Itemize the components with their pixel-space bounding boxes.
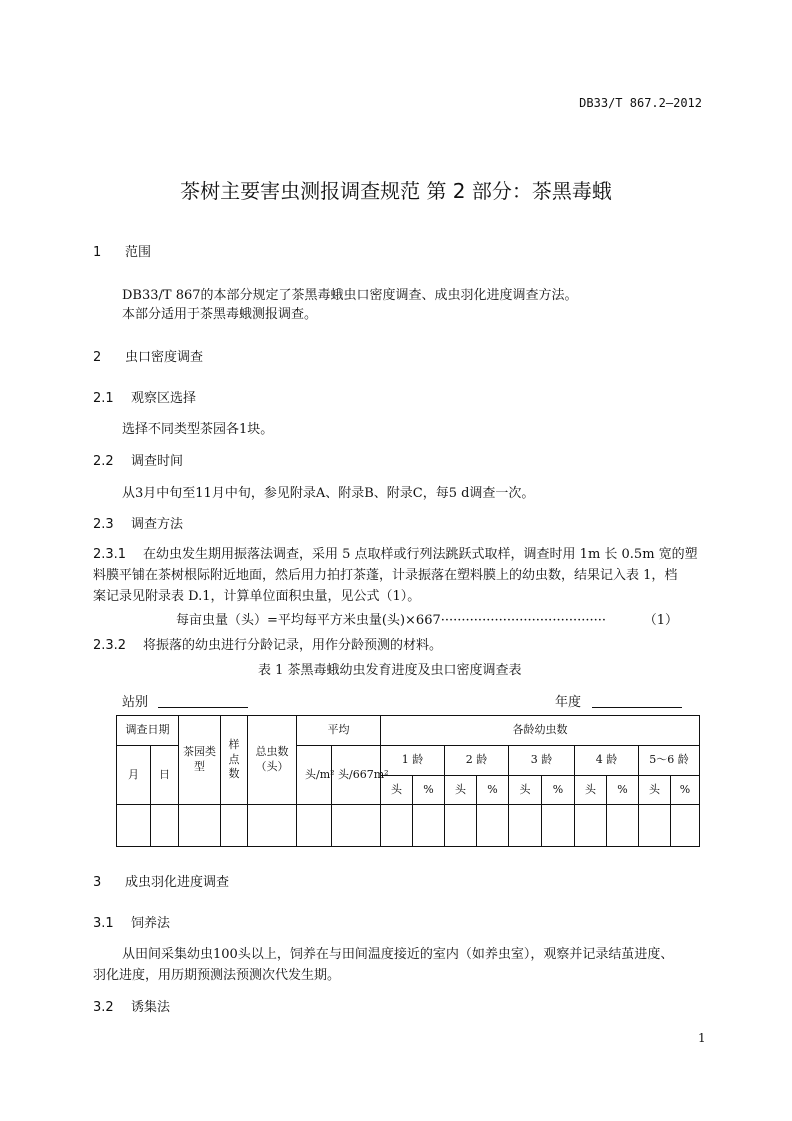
paragraph-line: 料膜平铺在茶树根际附近地面，然后用力拍打茶蓬，计录振落在塑料膜上的幼虫数，结果记入表 1，档 bbox=[93, 568, 678, 583]
header-garden-type: 茶园类型 bbox=[179, 716, 221, 805]
paragraph: 选择不同类型茶园各1块。 bbox=[122, 422, 274, 437]
paragraph bbox=[93, 543, 698, 562]
station-field[interactable] bbox=[158, 707, 248, 708]
table-cell bbox=[381, 805, 413, 847]
table-cell bbox=[671, 805, 700, 847]
subsection-heading bbox=[93, 912, 170, 931]
header-sample-points: 样点数 bbox=[221, 716, 248, 805]
table-cell bbox=[297, 805, 332, 847]
table-cell bbox=[542, 805, 575, 847]
header-instar-5-6: 5～6 龄 bbox=[639, 746, 700, 776]
section-number: 2.2 bbox=[93, 454, 114, 469]
header-per-mu: 头/667m² bbox=[332, 746, 381, 805]
header-head: 头 bbox=[509, 776, 542, 805]
header-instar-4: 4 龄 bbox=[575, 746, 639, 776]
section-heading bbox=[93, 241, 151, 260]
section-number: 3.2 bbox=[93, 1000, 114, 1015]
header-per-m2: 头/m² bbox=[297, 746, 332, 805]
header-instar-counts: 各龄幼虫数 bbox=[381, 716, 700, 746]
table-cell bbox=[575, 805, 607, 847]
table-cell bbox=[179, 805, 221, 847]
header-percent: % bbox=[542, 776, 575, 805]
table-cell bbox=[117, 805, 151, 847]
year-label: 年度 bbox=[555, 695, 582, 710]
header-day: 日 bbox=[151, 746, 179, 805]
table-row bbox=[117, 805, 700, 847]
clause-number: 2.3.2 bbox=[93, 638, 127, 653]
section-title: 调查时间 bbox=[131, 454, 184, 469]
table-cell bbox=[607, 805, 639, 847]
section-title: 虫口密度调查 bbox=[125, 350, 204, 365]
section-number: 2.3 bbox=[93, 517, 114, 532]
section-title: 诱集法 bbox=[131, 1000, 171, 1015]
paragraph bbox=[93, 634, 442, 653]
table-caption: 表 1 茶黑毒蛾幼虫发育进度及虫口密度调查表 bbox=[258, 663, 522, 678]
header-head: 头 bbox=[381, 776, 413, 805]
paragraph-line: 在幼虫发生期用振落法调查，采用 5 点取样或行列法跳跃式取样，调查时用 1m 长 0.5m 宽的塑 bbox=[143, 547, 698, 562]
header-percent: % bbox=[477, 776, 509, 805]
header-head: 头 bbox=[575, 776, 607, 805]
station-label: 站别 bbox=[122, 695, 149, 710]
section-title: 观察区选择 bbox=[131, 391, 197, 406]
table-cell bbox=[477, 805, 509, 847]
formula bbox=[176, 609, 678, 628]
section-number: 3 bbox=[93, 875, 102, 890]
document-title: 茶树主要害虫测报调查规范 第 2 部分：茶黑毒蛾 bbox=[180, 179, 612, 203]
subsection-heading bbox=[93, 450, 183, 469]
section-number: 2 bbox=[93, 350, 102, 365]
header-total-insects: 总虫数（头） bbox=[248, 716, 297, 805]
page-number: 1 bbox=[698, 1031, 706, 1045]
table-cell bbox=[445, 805, 477, 847]
formula-text: 每亩虫量（头）=平均每平方米虫量(头)×667········································ bbox=[176, 613, 607, 628]
section-number: 1 bbox=[93, 245, 102, 260]
clause-number: 2.3.1 bbox=[93, 547, 127, 562]
header-month: 月 bbox=[117, 746, 151, 805]
subsection-heading bbox=[93, 387, 196, 406]
section-number: 3.1 bbox=[93, 916, 114, 931]
paragraph: 从3月中旬至11月中旬，参见附录A、附录B、附录C，每5 d调查一次。 bbox=[122, 486, 535, 501]
table-cell bbox=[639, 805, 671, 847]
section-title: 范围 bbox=[125, 245, 152, 260]
table-cell bbox=[509, 805, 542, 847]
paragraph-line: 案记录见附录表 D.1，计算单位面积虫量，见公式（1）。 bbox=[93, 589, 421, 604]
paragraph-text: 将振落的幼虫进行分龄记录，用作分龄预测的材料。 bbox=[143, 638, 443, 653]
subsection-heading bbox=[93, 996, 170, 1015]
survey-table bbox=[116, 715, 700, 847]
section-heading bbox=[93, 346, 203, 365]
table-cell bbox=[413, 805, 445, 847]
standard-number: DB33/T 867.2—2012 bbox=[579, 96, 702, 110]
header-average: 平均 bbox=[297, 716, 381, 746]
paragraph-line: 从田间采集幼虫100头以上，饲养在与田间温度接近的室内（如养虫室），观察并记录结茧进度、 bbox=[122, 947, 674, 962]
subsection-heading bbox=[93, 513, 183, 532]
section-title: 调查方法 bbox=[131, 517, 184, 532]
table-cell bbox=[221, 805, 248, 847]
section-title: 成虫羽化进度调查 bbox=[125, 875, 230, 890]
section-number: 2.1 bbox=[93, 391, 114, 406]
header-survey-date: 调查日期 bbox=[117, 716, 179, 746]
header-percent: % bbox=[413, 776, 445, 805]
header-percent: % bbox=[607, 776, 639, 805]
formula-number: （1） bbox=[643, 613, 678, 628]
header-head: 头 bbox=[445, 776, 477, 805]
table-cell bbox=[151, 805, 179, 847]
header-percent: % bbox=[671, 776, 700, 805]
year-field[interactable] bbox=[592, 707, 682, 708]
header-instar-2: 2 龄 bbox=[445, 746, 509, 776]
header-instar-1: 1 龄 bbox=[381, 746, 445, 776]
header-head: 头 bbox=[639, 776, 671, 805]
header-instar-3: 3 龄 bbox=[509, 746, 575, 776]
table-cell bbox=[248, 805, 297, 847]
section-title: 饲养法 bbox=[131, 916, 171, 931]
paragraph-line: 羽化进度，用历期预测法预测次代发生期。 bbox=[93, 968, 341, 983]
section-heading bbox=[93, 871, 229, 890]
table-cell bbox=[332, 805, 381, 847]
paragraph: 本部分适用于茶黑毒蛾测报调查。 bbox=[122, 307, 318, 322]
paragraph: DB33/T 867的本部分规定了茶黑毒蛾虫口密度调查、成虫羽化进度调查方法。 bbox=[122, 288, 578, 303]
